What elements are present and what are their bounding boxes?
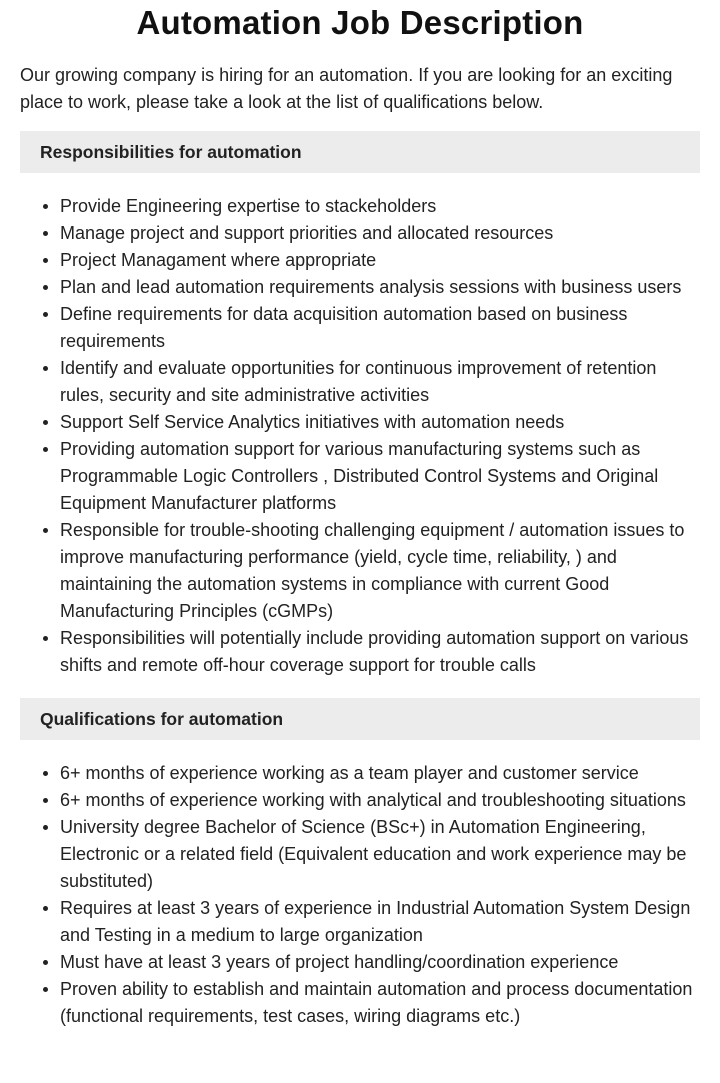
list-item: Requires at least 3 years of experience in Industrial Automation System Design and Testing in a medium to large organization: [60, 895, 700, 949]
list-item: Must have at least 3 years of project handling/coordination experience: [60, 949, 700, 976]
list-item: 6+ months of experience working with analytical and troubleshooting situations: [60, 787, 700, 814]
responsibilities-header: Responsibilities for automation: [20, 131, 700, 173]
qualifications-list: [20, 760, 700, 1030]
list-item: Provide Engineering expertise to stackeholders: [60, 193, 700, 220]
list-item: Responsible for trouble-shooting challenging equipment / automation issues to improve manufacturing performance (yield, cycle time, reliability, ) and maintaining the automation systems in compliance with current Good Manufacturing Principles (cGMPs): [60, 517, 700, 625]
list-item: Providing automation support for various manufacturing systems such as Programmable Logic Controllers , Distributed Control Systems and Original Equipment Manufacturer platforms: [60, 436, 700, 517]
list-item: 6+ months of experience working as a team player and customer service: [60, 760, 700, 787]
page-title: Automation Job Description: [136, 4, 584, 41]
qualifications-header: Qualifications for automation: [20, 698, 700, 740]
list-item: Define requirements for data acquisition automation based on business requirements: [60, 301, 700, 355]
list-item: Plan and lead automation requirements analysis sessions with business users: [60, 274, 700, 301]
list-item: Manage project and support priorities and allocated resources: [60, 220, 700, 247]
list-item: University degree Bachelor of Science (BSc+) in Automation Engineering, Electronic or a related field (Equivalent education and work experience may be substituted): [60, 814, 700, 895]
list-item: Proven ability to establish and maintain automation and process documentation (functional requirements, test cases, wiring diagrams etc.): [60, 976, 700, 1030]
list-item: Responsibilities will potentially include providing automation support on various shifts and remote off-hour coverage support for trouble calls: [60, 625, 700, 679]
responsibilities-list: [20, 193, 700, 679]
list-item: Support Self Service Analytics initiatives with automation needs: [60, 409, 700, 436]
list-item: Identify and evaluate opportunities for continuous improvement of retention rules, security and site administrative activities: [60, 355, 700, 409]
intro-paragraph: Our growing company is hiring for an automation. If you are looking for an exciting place to work, please take a look at the list of qualifications below.: [20, 65, 673, 112]
list-item: Project Managament where appropriate: [60, 247, 700, 274]
